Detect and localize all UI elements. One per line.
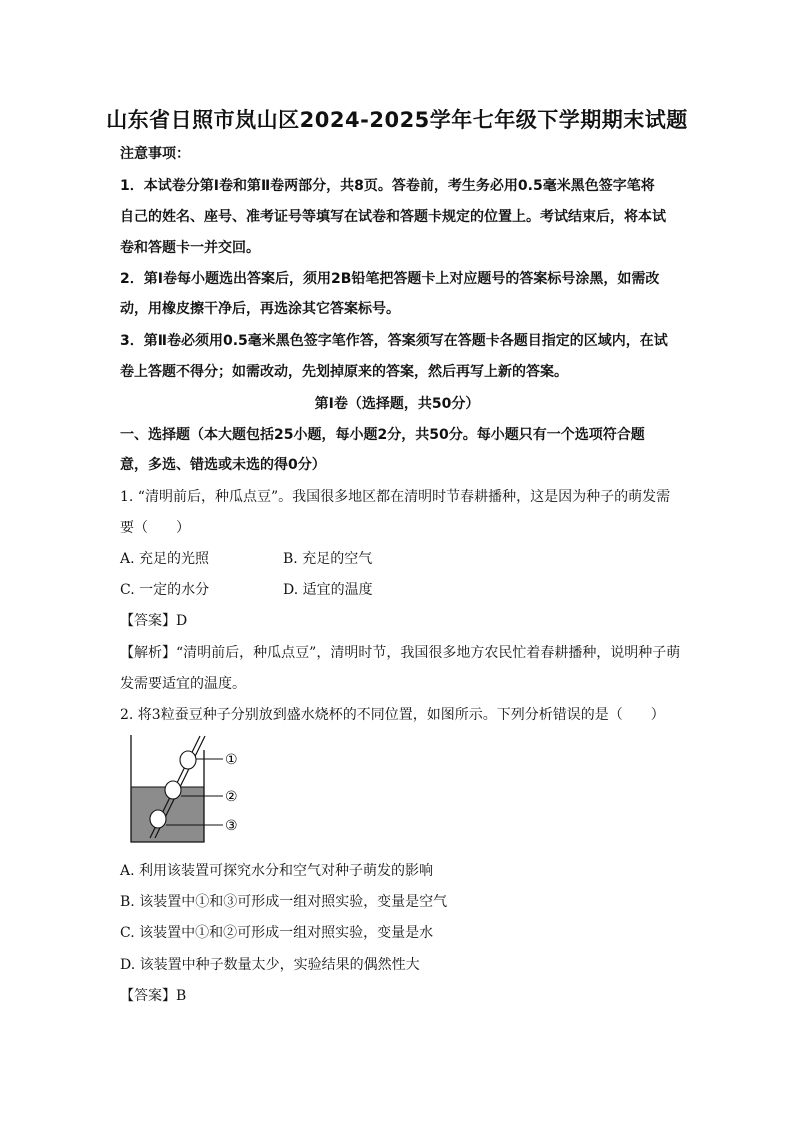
notice-line: 卷和答题卡一并交回。 xyxy=(120,240,260,256)
notice-line: 动，用橡皮擦干净后，再选涂其它答案标号。 xyxy=(120,301,400,317)
notice-line: 卷上答题不得分；如需改动，先划掉原来的答案，然后再写上新的答案。 xyxy=(120,364,568,380)
label-1: ① xyxy=(225,752,238,768)
q2-option-d: D. 该装置中种子数量太少，实验结果的偶然性大 xyxy=(120,957,420,973)
q2-option-b: B. 该装置中①和③可形成一组对照实验，变量是空气 xyxy=(120,894,448,910)
notice-line: 自己的姓名、座号、准考证号等填写在试卷和答题卡规定的位置上。考试结束后，将本试 xyxy=(120,209,666,225)
q1-stem: 要（ ） xyxy=(120,520,190,536)
q2-stem: 2. 将3粒蚕豆种子分别放到盛水烧杯的不同位置，如图所示。下列分析错误的是（ ） xyxy=(120,707,665,723)
q1-analysis: 【解析】“清明前后，种瓜点豆”，清明时节，我国很多地方农民忙着春耕播种，说明种子萌 xyxy=(120,645,681,661)
q1-option-d: D. 适宜的温度 xyxy=(283,582,373,598)
q1-option-b: B. 充足的空气 xyxy=(283,551,373,567)
q1-analysis: 发需要适宜的温度。 xyxy=(120,676,246,692)
part-heading: 意，多选、错选或未选的得0分） xyxy=(120,457,326,473)
notice-line: 1．本试卷分第Ⅰ卷和第Ⅱ卷两部分，共8页。答卷前，考生务必用0.5毫米黑色签字笔将 xyxy=(120,178,655,194)
q2-option-c: C. 该装置中①和②可形成一组对照实验，变量是水 xyxy=(120,925,434,941)
q1-stem: 1. “清明前后，种瓜点豆”。我国很多地区都在清明时节春耕播种，这是因为种子的萌发需 xyxy=(120,489,671,505)
section-heading: 第Ⅰ卷（选择题，共50分） xyxy=(314,396,480,412)
q1-option-a: A. 充足的光照 xyxy=(120,551,210,567)
label-2: ② xyxy=(225,789,238,805)
label-3: ③ xyxy=(225,818,238,834)
q2-answer: 【答案】B xyxy=(120,988,187,1004)
notice-line: 3．第Ⅱ卷必须用0.5毫米黑色签字笔作答，答案须写在答题卡各题目指定的区域内，在试 xyxy=(120,333,668,349)
q1-option-c: C. 一定的水分 xyxy=(120,582,210,598)
q1-answer: 【答案】D xyxy=(120,613,188,629)
notice-heading: 注意事项： xyxy=(120,146,190,162)
beaker-diagram xyxy=(126,730,276,850)
q2-option-a: A. 利用该装置可探究水分和空气对种子萌发的影响 xyxy=(120,863,434,879)
part-heading: 一、选择题（本大题包括25小题，每小题2分，共50分。每小题只有一个选项符合题 xyxy=(120,427,645,443)
seed-2 xyxy=(165,781,181,799)
seed-3 xyxy=(150,810,166,828)
page-title: 山东省日照市岚山区2024-2025学年七年级下学期期末试题 xyxy=(106,108,688,132)
seed-1 xyxy=(180,751,196,769)
notice-line: 2．第Ⅰ卷每小题选出答案后，须用2B铅笔把答题卡上对应题号的答案标号涂黑，如需改 xyxy=(120,271,660,287)
